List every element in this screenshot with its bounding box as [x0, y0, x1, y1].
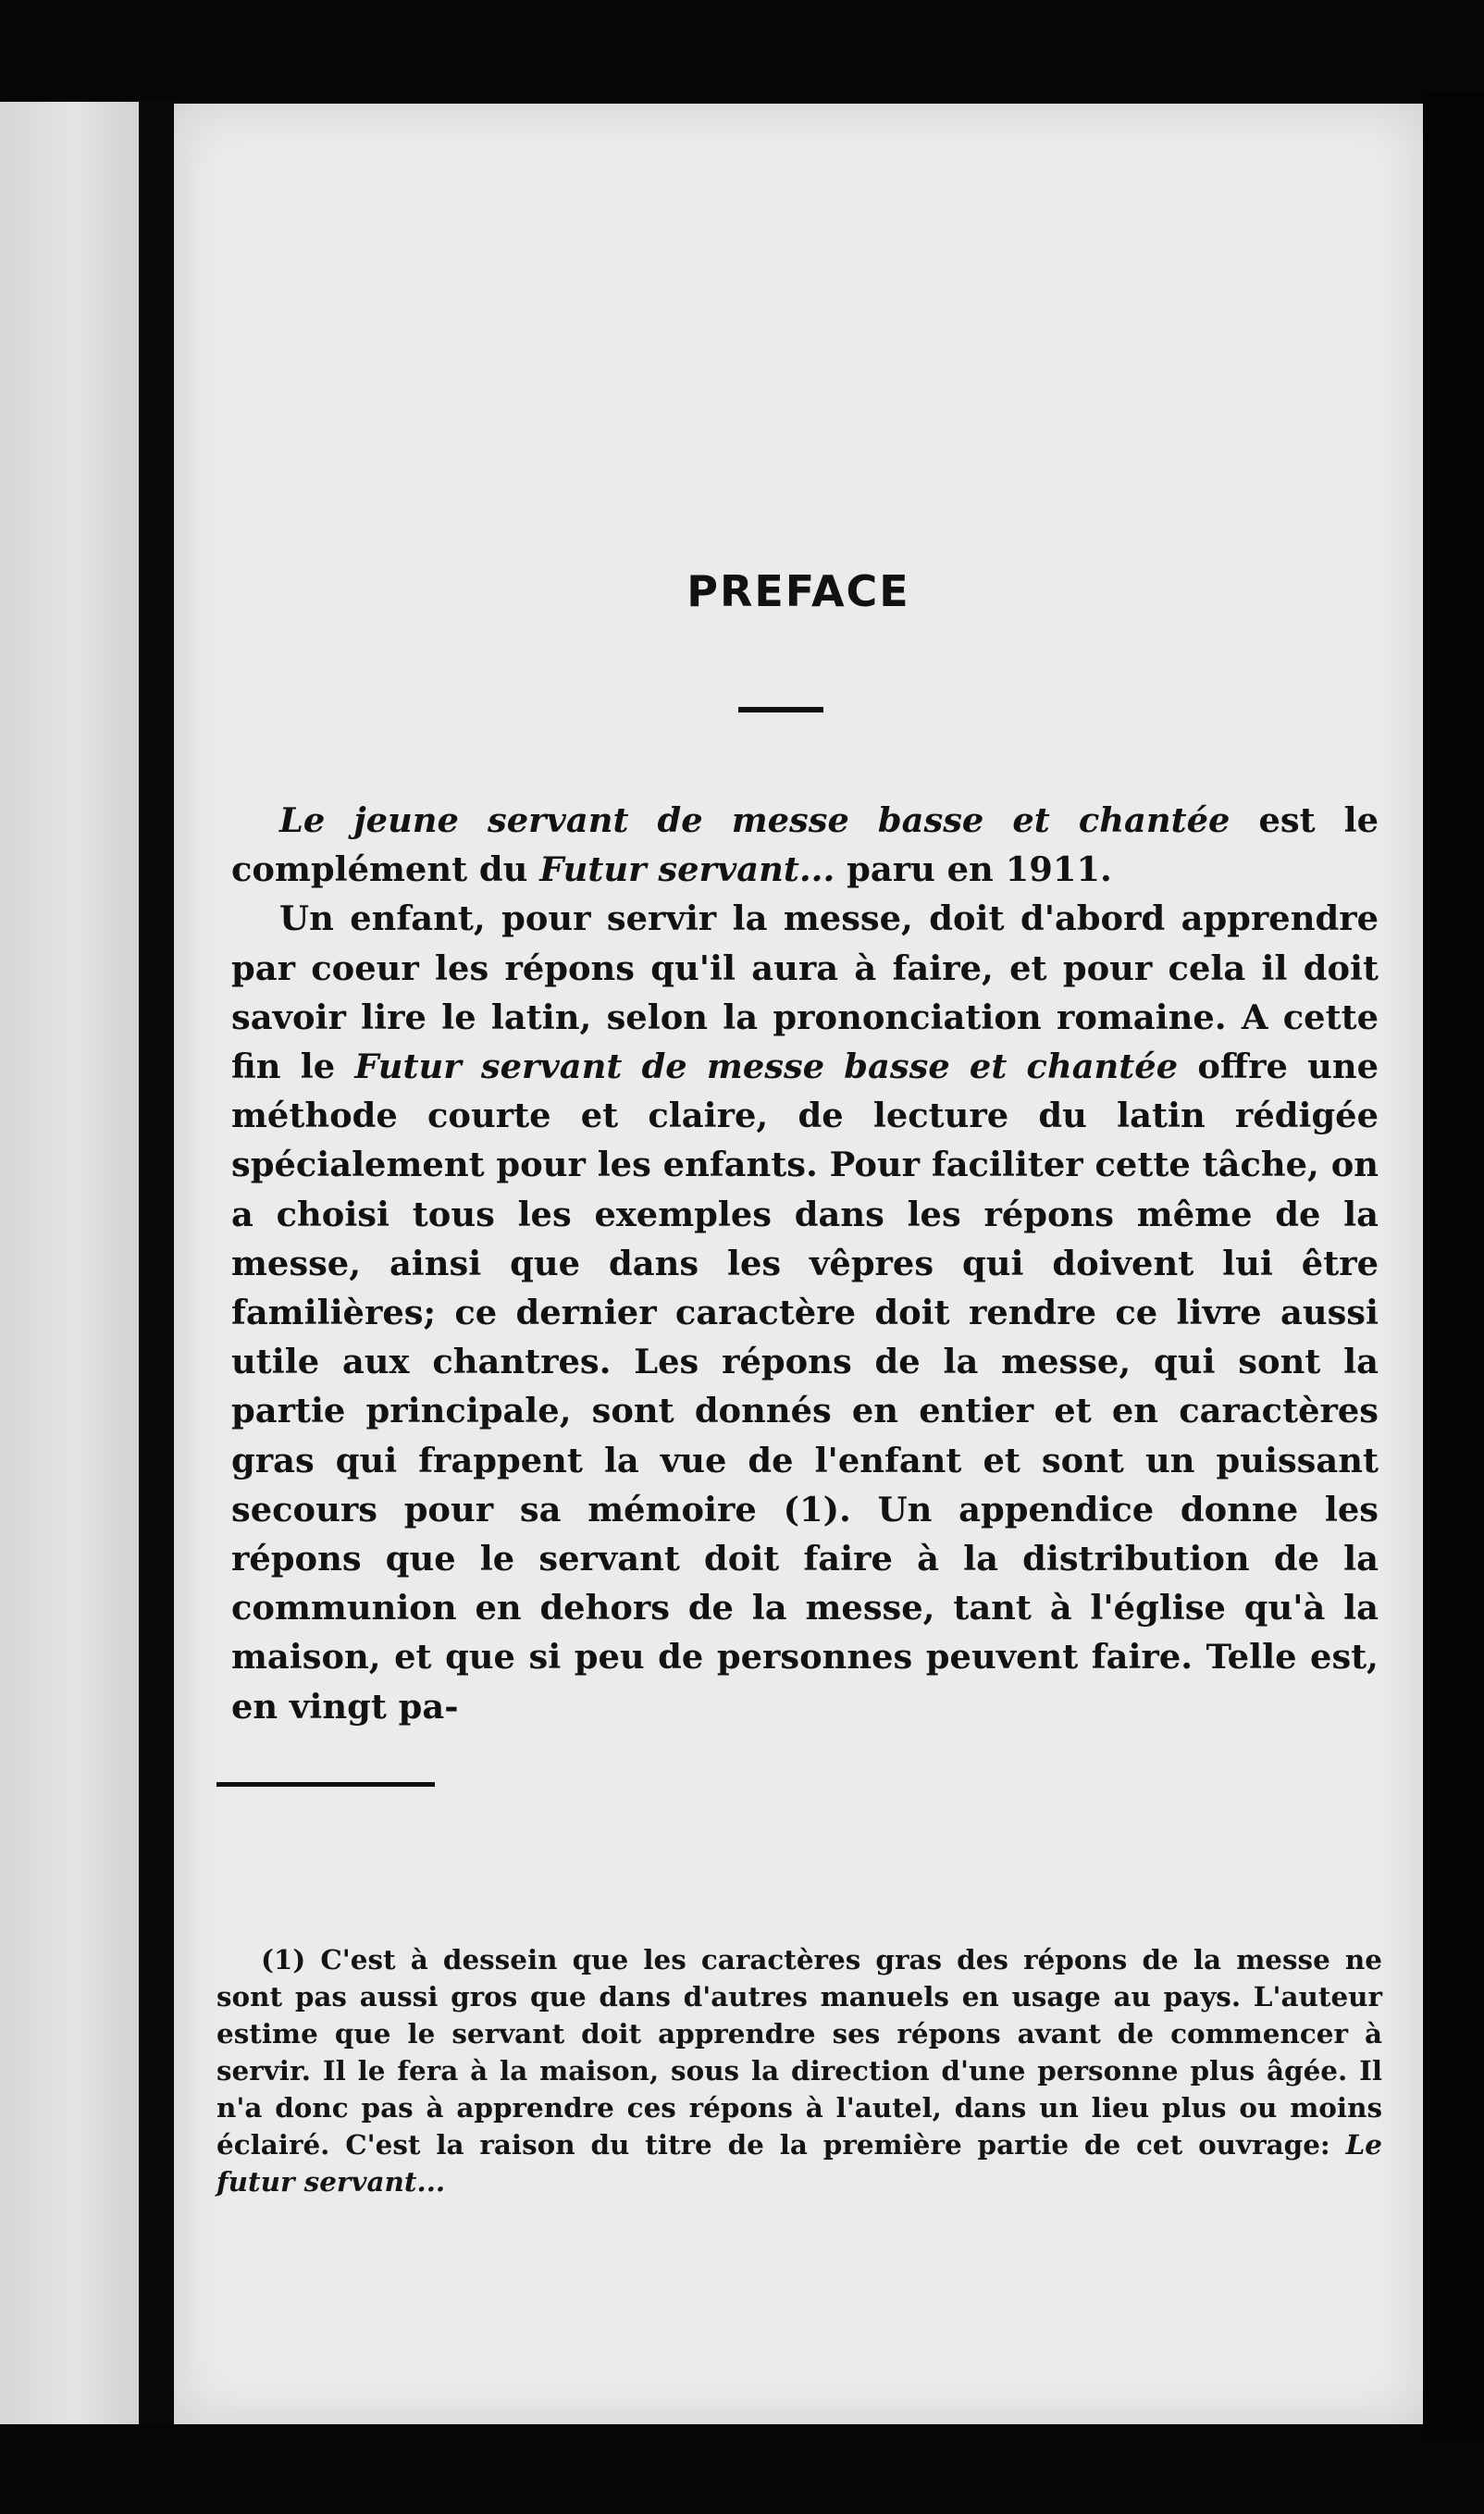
paragraph-1	[231, 796, 1379, 894]
footnote-divider	[216, 1782, 435, 1787]
paragraph-text: est le complément du	[231, 799, 1379, 890]
title-divider	[738, 707, 823, 712]
paragraph-text: offre une méthode courte et claire, de lecture du latin rédigée spécialement pour les enfants. Pour faciliter cette tâche, on a choisi tous les exemples dans les répons même de la messe, ainsi que dans les vêpres qui doivent lui être familières; ce dernier caractère doit rendre ce livre aussi utile aux chantres. Les répons de la messe, qui sont la partie principale, sont donnés en entier et en caractères gras qui frappent la vue de l'enfant et sont un puissant secours pour sa mémoire (1). Un appendice donne les répons que le servant doit faire à la distribution de la communion en dehors de la messe, tant à l'église qu'à la maison, et que si peu de personnes peuvent faire. Telle est, en vingt pa-	[231, 1046, 1379, 1727]
book-page	[174, 104, 1423, 2424]
footnote-paragraph	[216, 1941, 1382, 2200]
paragraph-text: paru en 1911.	[835, 848, 1112, 890]
book-spine	[139, 102, 176, 2424]
left-page-edge	[0, 102, 148, 2424]
page-title: PREFACE	[686, 566, 910, 616]
paragraph-2	[231, 894, 1379, 1730]
scan-border	[1423, 93, 1484, 2443]
book-title-italic: Futur servant...	[539, 848, 835, 890]
book-title-italic: Futur servant de messe basse et chantée	[354, 1046, 1179, 1087]
preface-body	[231, 796, 1379, 1731]
footnote-text: (1) C'est à dessein que les caractères gras des répons de la messe ne sont pas aussi gros que dans d'autres manuels en usage au pays. L'auteur estime que le servant doit apprendre ses répons avant de commencer à servir. Il le fera à la maison, sous la direction d'une personne plus âgée. Il n'a donc pas à apprendre ces répons à l'autel, dans un lieu plus ou moins éclairé. C'est la raison du titre de la première partie de cet ouvrage:	[216, 1943, 1382, 2161]
book-title-italic: Le jeune servant de messe basse et chantée	[279, 799, 1230, 840]
footnote	[216, 1941, 1382, 2200]
book-title-italic: Le futur servant...	[216, 2128, 1382, 2198]
paragraph-text: Un enfant, pour servir la messe, doit d'abord apprendre par coeur les répons qu'il aura à faire, et pour cela il doit savoir lire le latin, selon la prononciation romaine. A cette fin le	[231, 898, 1379, 1087]
